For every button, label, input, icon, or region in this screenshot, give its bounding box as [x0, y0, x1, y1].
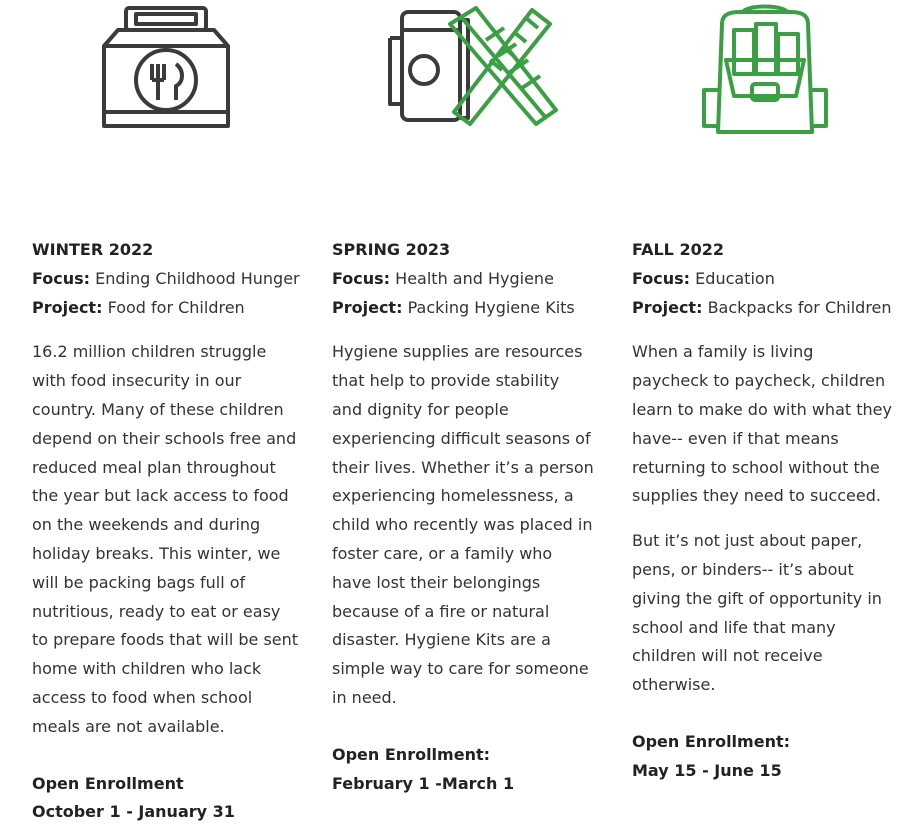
- program-meta: [32, 236, 300, 322]
- program-meta: [632, 236, 894, 322]
- open-enrollment: [32, 770, 300, 828]
- open-enrollment: [332, 741, 594, 799]
- enrollment-dates: May 15 - June 15: [632, 760, 782, 780]
- backpack-icon: [700, 0, 830, 136]
- focus-label: Focus:: [332, 268, 391, 288]
- description-paragraph: 16.2 million children struggle with food insecurity in our country. Many of these children depend on their schools free and reduced meal plan throughout the year but lack access to food on the weekends and during holiday breaks. This winter, we will be packing bags full of nutritious, ready to eat or easy to prepare foods that will be sent home with children who lack access to food when school meals are not available.: [32, 342, 299, 736]
- season-title: WINTER 2022: [32, 240, 154, 259]
- lunchbox-icon: [102, 0, 230, 132]
- enrollment-label: Open Enrollment:: [332, 744, 490, 764]
- description-paragraph: But it’s not just about paper, pens, or binders-- it’s about giving the gift of opportunity in school and life that many children will not receive otherwise.: [632, 531, 882, 695]
- project-value: Backpacks for Children: [707, 297, 892, 317]
- program-text: [32, 236, 300, 827]
- icon-area: [632, 0, 900, 145]
- hygiene-kit-icon: [386, 0, 558, 126]
- season-title: SPRING 2023: [332, 240, 451, 259]
- enrollment-dates: October 1 - January 31: [32, 802, 235, 822]
- focus-value: Education: [695, 268, 775, 288]
- season-title: FALL 2022: [632, 240, 724, 259]
- enrollment-label: Open Enrollment:: [632, 731, 790, 751]
- program-text: [332, 236, 594, 798]
- icon-area: [332, 0, 600, 145]
- focus-value: Health and Hygiene: [395, 268, 554, 288]
- project-label: Project:: [332, 297, 403, 317]
- project-label: Project:: [32, 297, 103, 317]
- program-text: [632, 236, 894, 786]
- project-label: Project:: [632, 297, 703, 317]
- description-paragraph: Hygiene supplies are resources that help to provide stability and dignity for people experiencing difficult seasons of their lives. Whether it’s a person experiencing homelessness, a child who recently was placed in foster care, or a family who have lost their belongings because of a fire or natural disaster. Hygiene Kits are a simple way to care for someone in need.: [332, 342, 594, 707]
- icon-area: [32, 0, 300, 145]
- focus-value: Ending Childhood Hunger: [95, 268, 300, 288]
- project-value: Packing Hygiene Kits: [407, 297, 575, 317]
- description-paragraph: When a family is living paycheck to paycheck, children learn to make do with what they have-- even if that means returning to school without the supplies they need to succeed.: [632, 342, 892, 506]
- focus-label: Focus:: [632, 268, 691, 288]
- focus-label: Focus:: [32, 268, 91, 288]
- project-value: Food for Children: [107, 297, 245, 317]
- enrollment-label: Open Enrollment: [32, 773, 184, 793]
- enrollment-dates: February 1 -March 1: [332, 773, 515, 793]
- program-meta: [332, 236, 594, 322]
- open-enrollment: [632, 728, 894, 786]
